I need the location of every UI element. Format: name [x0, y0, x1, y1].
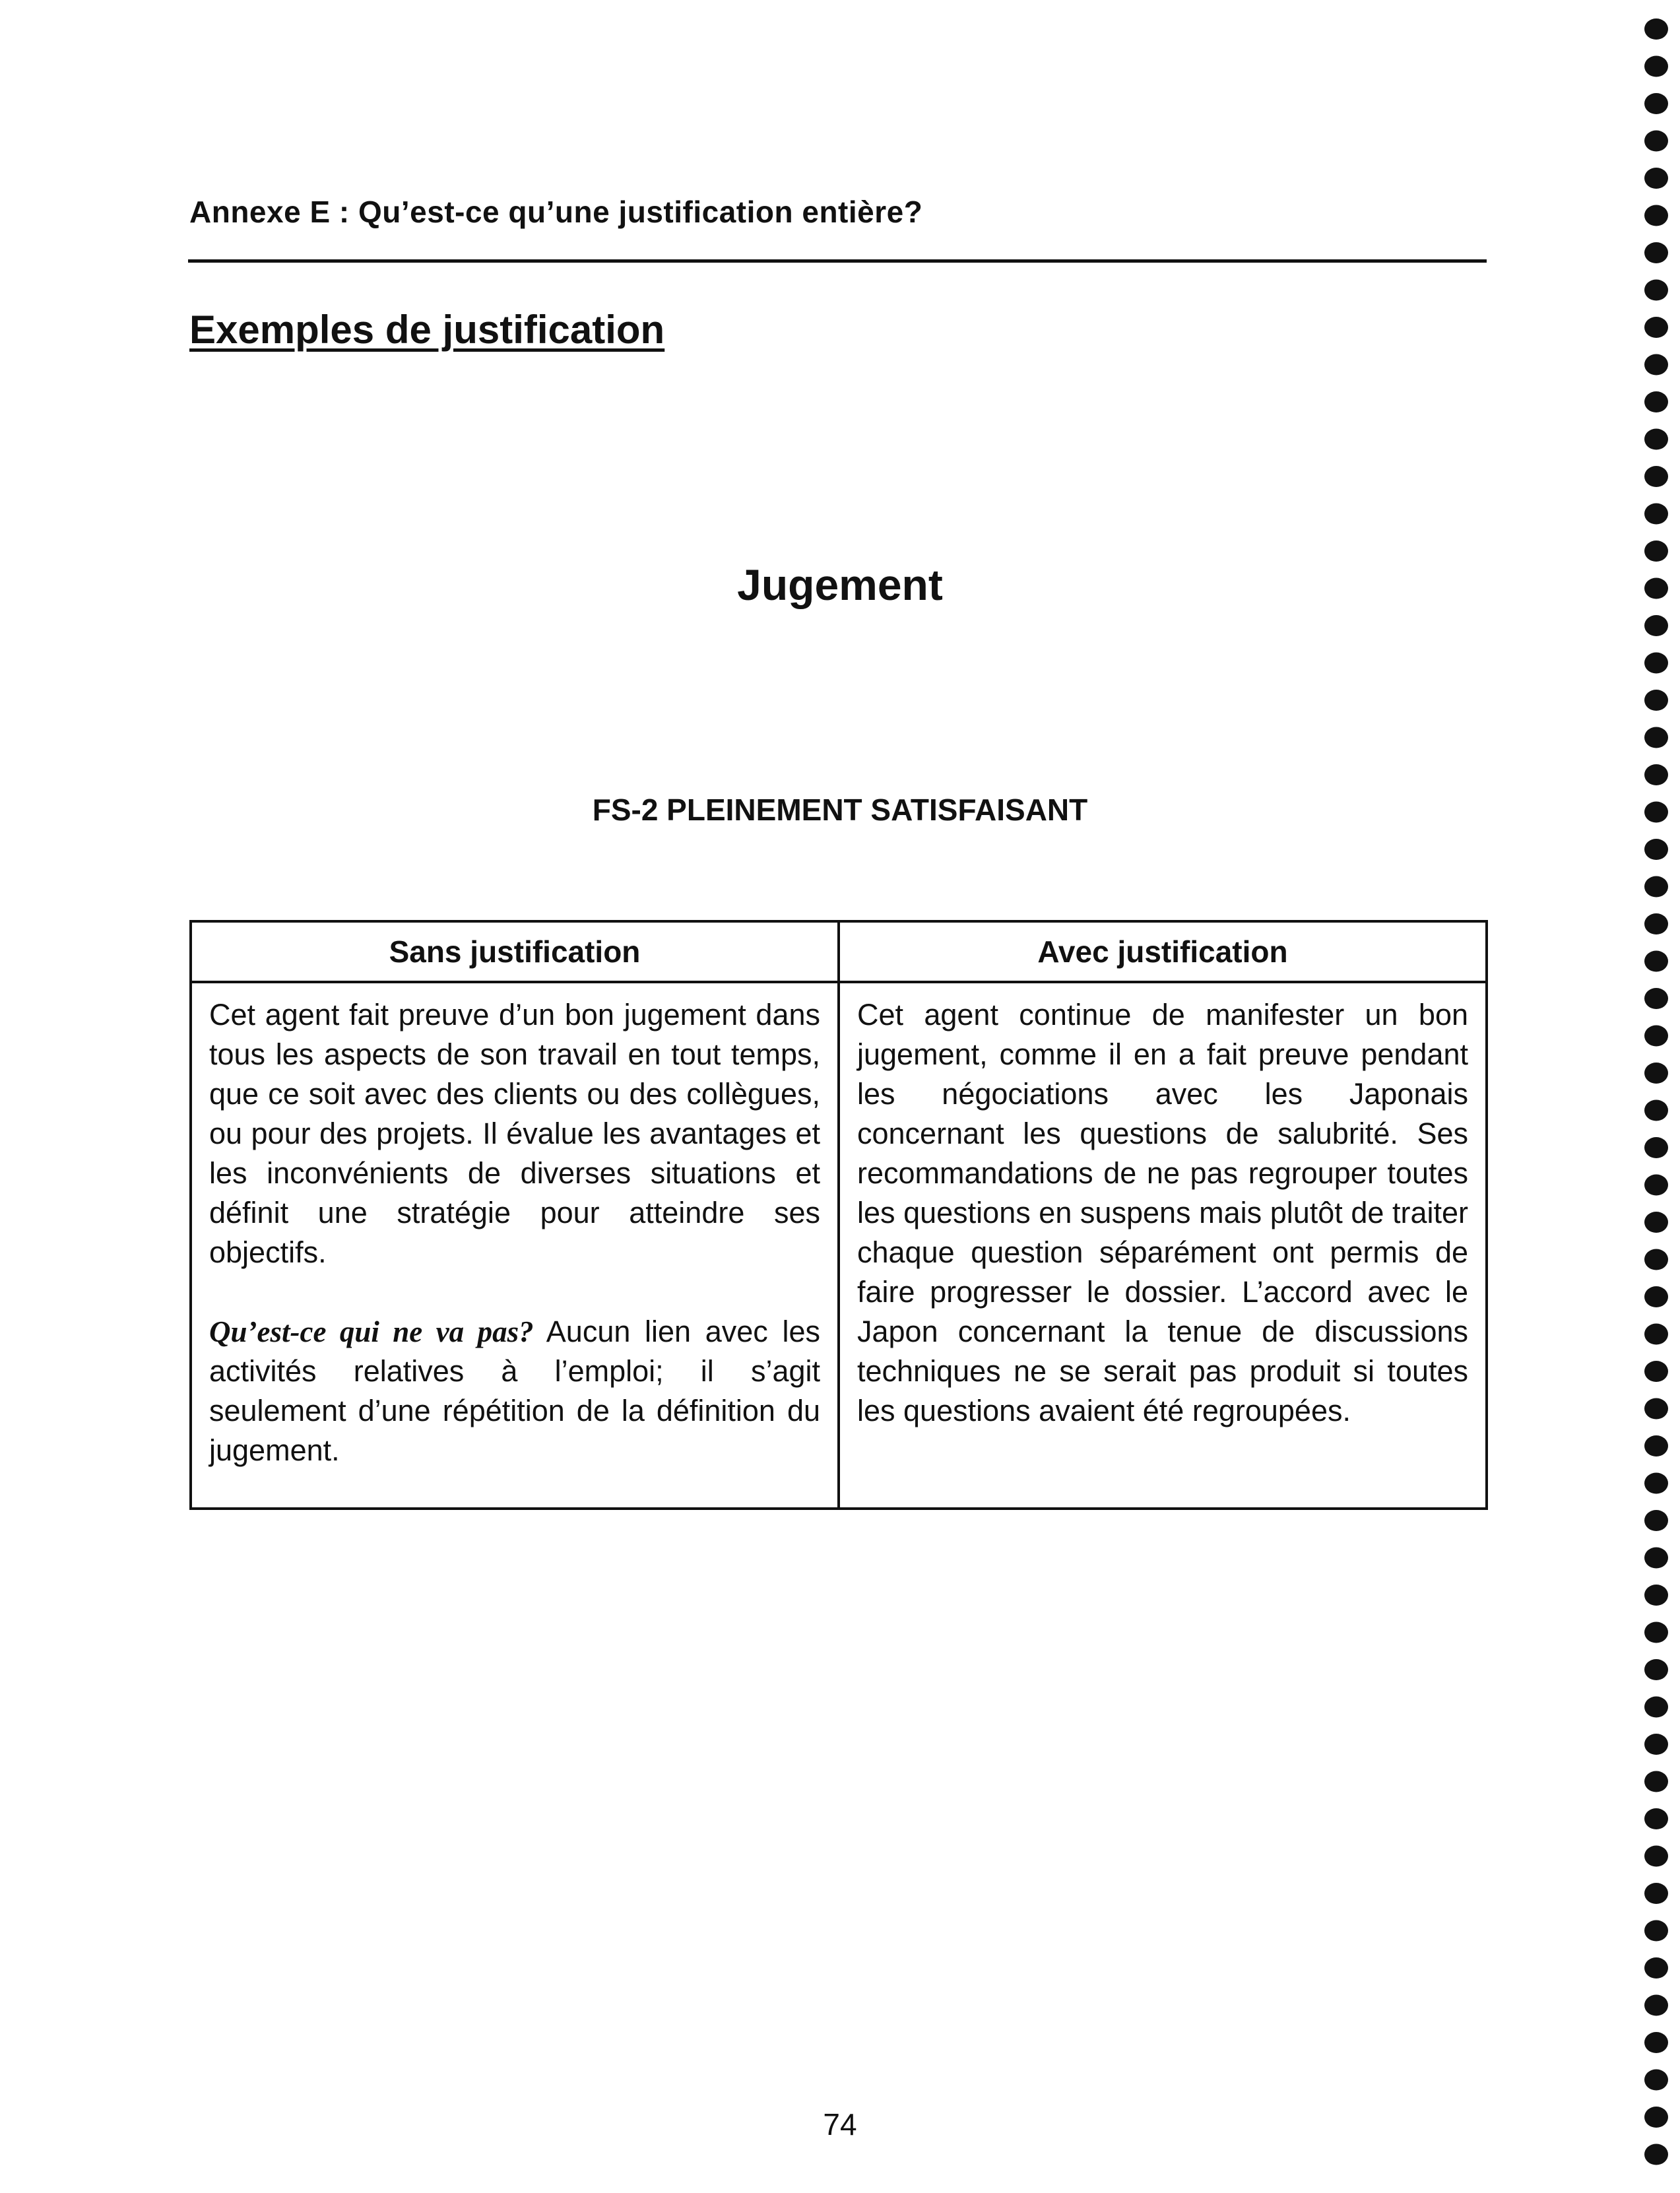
- binding-hole: [1644, 504, 1668, 525]
- binding-hole: [1644, 615, 1668, 636]
- binding-hole: [1644, 2070, 1668, 2091]
- binding-hole: [1644, 1137, 1668, 1158]
- binding-hole: [1644, 1548, 1668, 1569]
- page-number: 74: [823, 2107, 857, 2142]
- binding-hole: [1644, 1175, 1668, 1196]
- binding-hole: [1644, 2107, 1668, 2128]
- binding-hole: [1644, 802, 1668, 823]
- binding-hole: [1644, 1622, 1668, 1643]
- binding-hole: [1644, 93, 1668, 114]
- binding-hole: [1644, 1771, 1668, 1792]
- example-without-text: Cet agent fait preuve d’un bon jugement dans tous les aspects de son travail en tout temps, que ce soit avec des clients ou des collègues, ou pour des projets. Il évalue les avantages et les inconvénients de diverses situations et définit une stratégie pour atteindre ses objectifs.: [209, 998, 820, 1269]
- cell-with-justification: [840, 983, 1485, 1507]
- binding-hole: [1644, 1734, 1668, 1755]
- binding-hole: [1644, 653, 1668, 674]
- binding-hole: [1644, 690, 1668, 711]
- binding-hole: [1644, 1995, 1668, 2016]
- binding-hole: [1644, 18, 1668, 40]
- column-header-without: Sans justification: [192, 923, 840, 981]
- binding-hole: [1644, 2144, 1668, 2165]
- topic-title: Jugement: [737, 560, 943, 609]
- table-header-row: [192, 923, 1485, 983]
- binding-hole: [1644, 951, 1668, 972]
- binding-hole: [1644, 1100, 1668, 1121]
- binding-hole: [1644, 56, 1668, 77]
- binding-hole: [1644, 1435, 1668, 1457]
- binding-hole: [1644, 1398, 1668, 1420]
- binding-hole: [1644, 1659, 1668, 1680]
- rating-label: FS-2 PLEINEMENT SATISFAISANT: [592, 793, 1088, 827]
- binding-hole: [1644, 1808, 1668, 1829]
- binding-hole: [1644, 1957, 1668, 1979]
- binding-hole: [1644, 1697, 1668, 1718]
- binding-hole: [1644, 764, 1668, 785]
- binding-hole: [1644, 466, 1668, 487]
- binding-hole: [1644, 1883, 1668, 1904]
- critique-text: Aucun lien avec les activités relatives à l’emploi; il s’agit seulement d’une répétition de la définition du jugement.: [209, 1315, 820, 1467]
- section-title: Exemples de justification: [189, 308, 665, 352]
- binding-hole: [1644, 1249, 1668, 1270]
- binding-hole: [1644, 280, 1668, 301]
- running-header: Annexe E : Qu’est-ce qu’une justification entière?: [189, 195, 923, 229]
- binding-hole: [1644, 876, 1668, 898]
- binding-hole: [1644, 1846, 1668, 1867]
- column-header-with: Avec justification: [1037, 934, 1288, 969]
- binding-hole: [1644, 1212, 1668, 1233]
- critique-label: Qu’est-ce qui ne va pas?: [209, 1315, 534, 1348]
- binding-hole: [1644, 131, 1668, 152]
- binding-hole: [1644, 1026, 1668, 1047]
- binding-holes: [1638, 0, 1680, 2193]
- binding-hole: [1644, 578, 1668, 599]
- binding-hole: [1644, 168, 1668, 189]
- cell-without-justification: [192, 983, 840, 1507]
- binding-hole: [1644, 727, 1668, 748]
- binding-hole: [1644, 2032, 1668, 2053]
- table-body-row: [192, 983, 1485, 1507]
- binding-hole: [1644, 391, 1668, 412]
- binding-hole: [1644, 354, 1668, 376]
- binding-hole: [1644, 1286, 1668, 1307]
- binding-hole: [1644, 1510, 1668, 1531]
- justification-table: [189, 920, 1488, 1510]
- binding-hole: [1644, 913, 1668, 934]
- binding-hole: [1644, 1324, 1668, 1345]
- binding-hole: [1644, 839, 1668, 860]
- binding-hole: [1644, 317, 1668, 338]
- binding-hole: [1644, 1920, 1668, 1942]
- binding-hole: [1644, 1473, 1668, 1494]
- binding-hole: [1644, 1585, 1668, 1606]
- binding-hole: [1644, 242, 1668, 263]
- header-rule: [188, 259, 1487, 263]
- binding-hole: [1644, 205, 1668, 226]
- binding-hole: [1644, 1063, 1668, 1084]
- critique-paragraph: [209, 1312, 820, 1470]
- example-with-text: Cet agent continue de manifester un bon jugement, comme il en a fait preuve pendant les négociations avec les Japonais concernant les questions de salubrité. Ses recommandations de ne pas regrouper toutes les questions en suspens mais plutôt de traiter chaque question séparément ont permis de faire progresser le dossier. L’accord avec le Japon concernant la tenue de discussions techniques ne se serait pas produit si toutes les questions avaient été regroupées.: [857, 998, 1468, 1427]
- binding-hole: [1644, 1361, 1668, 1382]
- binding-hole: [1644, 429, 1668, 450]
- binding-hole: [1644, 988, 1668, 1009]
- binding-hole: [1644, 540, 1668, 562]
